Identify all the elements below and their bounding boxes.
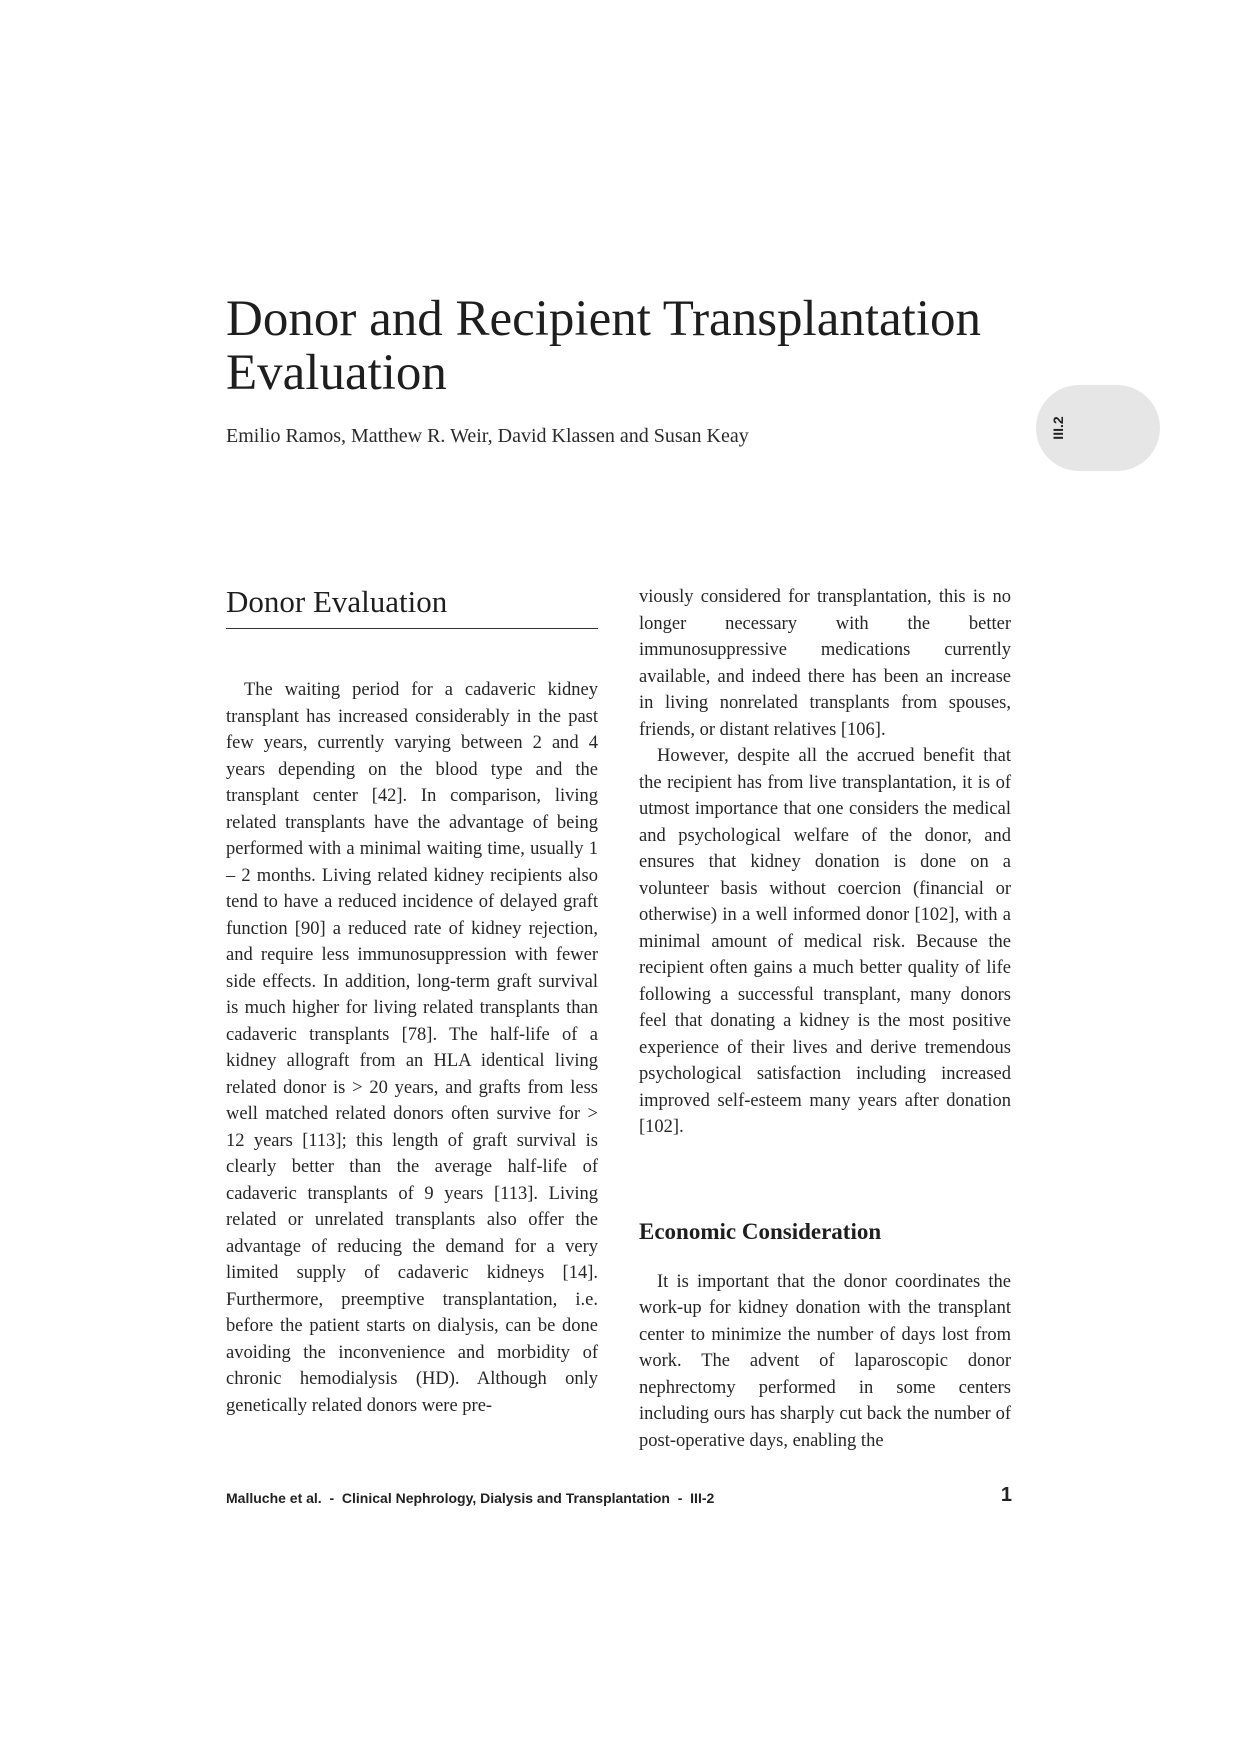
- author-list: Emilio Ramos, Matthew R. Weir, David Klassen and Susan Keay: [226, 425, 749, 447]
- page-number: 1: [1000, 1484, 1012, 1506]
- body-paragraph: It is important that the donor coordinates the work-up for kidney donation with the transplant center to minimize the number of days lost from work. The advent of laparoscopic donor nephrectomy performed in some centers including ours has sharply cut back the number of post-operative days, enabling the: [639, 1271, 1011, 1451]
- left-column: [226, 582, 598, 1419]
- right-column: [639, 584, 1011, 1454]
- section-spacer: [226, 629, 598, 677]
- body-paragraph: The waiting period for a cadaveric kidney transplant has increased considerably in the past few years, currently varying between 2 and 4 years depending on the blood type and the transplant center [42]. In comparison, living related transplants have the advantage of being performed with a minimal waiting time, usually 1 – 2 months. Living related kidney recipients also tend to have a reduced incidence of delayed graft function [90] a reduced rate of kidney rejection, and require less immunosuppression with fewer side effects. In addition, long-term graft survival is much higher for living related transplants than cadaveric transplants [78]. The half-life of a kidney allograft from an HLA identical living related donor is > 20 years, and grafts from less well matched related donors often survive for > 12 years [113]; this length of graft survival is clearly better than the average half-life of cadaveric transplants of 9 years [113]. Living related or unrelated transplants also offer the advantage of reducing the demand for a very limited supply of cadaveric kidneys [14]. Furthermore, preemptive transplantation, i.e. before the patient starts on dialysis, can be done avoiding the inconvenience and morbidity of chronic hemodialysis (HD). Although only genetically related donors were pre-: [226, 680, 598, 1416]
- subsection-title: Economic Consideration: [639, 1218, 882, 1244]
- body-paragraph-continued: viously considered for transplantation, this is no longer necessary with the better immunosuppressive medications currently available, and indeed there has been an increase in living nonrelated transplants from spouses, friends, or distant relatives [106].: [639, 587, 1011, 740]
- footer-citation: Malluche et al. - Clinical Nephrology, Dialysis and Transplantation - III-2: [226, 1490, 715, 1506]
- body-paragraph: However, despite all the accrued benefit that the recipient has from live transplantation, it is of utmost importance that one considers the medical and psychological welfare of the donor, and ensures that kidney donation is done on a volunteer basis without coercion (financial or otherwise) in a well informed donor [102], with a minimal amount of medical risk. Because the recipient often gains a much better quality of life following a successful transplant, many donors feel that donating a kidney is the most positive experience of their lives and derive tremendous psychological satisfaction including increased improved self-esteem many years after donation [102].: [639, 746, 1011, 1137]
- subsection-spacer: [639, 1141, 1011, 1217]
- chapter-tab-label: III.2: [1050, 416, 1066, 440]
- subsection-spacer: [639, 1247, 1011, 1269]
- document-title: Donor and Recipient Transplantation Evaluation: [226, 291, 981, 401]
- section-title: Donor Evaluation: [226, 582, 598, 629]
